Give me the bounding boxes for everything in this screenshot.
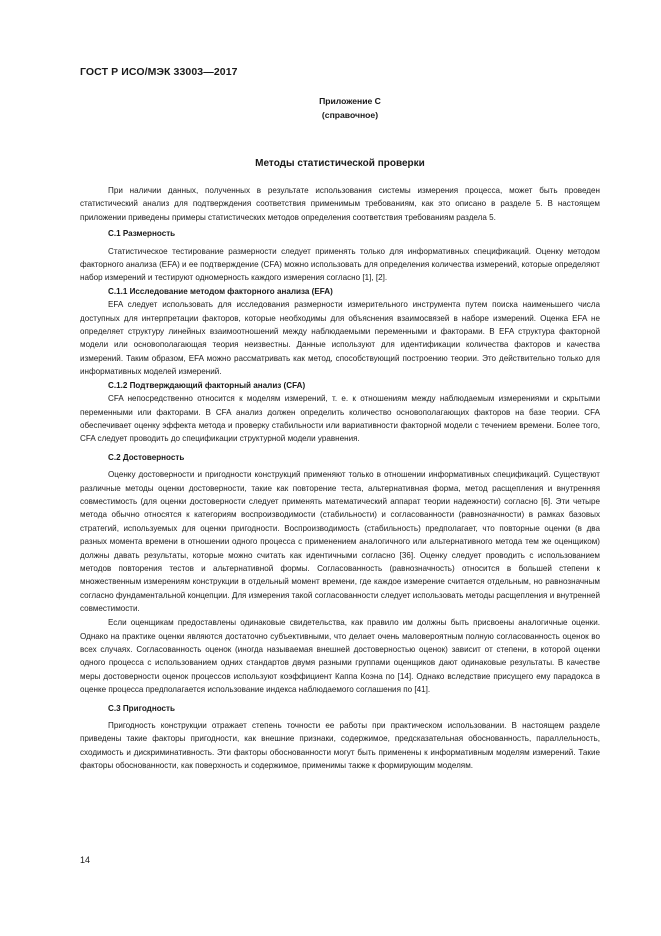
section-c3-paragraph: Пригодность конструкции отражает степень точности ее работы при практическом использовании. В настоящем разделе приведены такие факторы пригодности, как внешние признаки, содержимое, предсказательная обоснованность, параллельность, сходимость и дискриминативность. Эти факторы обоснованности могут быть применены к информативным моделям измерений. Такие факторы обоснованности, как поверхность и содержимое, применимы также к формирующим моделям. <box>80 720 600 771</box>
appendix-title: Приложение С <box>319 96 381 106</box>
appendix-type: (справочное) <box>321 110 379 120</box>
section-c12-paragraph: CFA непосредственно относится к моделям измерений, т. е. к отношениям между наблюдаемым измерениями и скрытыми переменными или факторами. В CFA анализ должен определить количество основополагающих факторов на базе теории. CFA обеспечивает оценку эффекта метода и проверку стабильности или вариативности факторной модели с течением времени. Более того, CFA следует проводить до спецификации структурной модели уравнения. <box>80 394 600 444</box>
section-c3-heading: С.3 Пригодность <box>108 703 175 713</box>
standard-header: ГОСТ Р ИСО/МЭК 33003—2017 <box>80 66 238 78</box>
section-c11-heading: С.1.1 Исследование методом факторного анализа (EFA) <box>108 286 333 296</box>
section-c1-paragraph: Статистическое тестирование размерности следует применять только для информативных спецификаций. Оценку методом факторного анализа (EFA) и ее подтверждение (CFA) можно использовать для определения количества измерений, которые определяют набор измерений и тестируют одномерность каждого измерения согласно [1], [2]. <box>80 246 600 283</box>
document-body <box>80 184 600 773</box>
section-c2-paragraph-2: Если оценщикам предоставлены одинаковые свидетельства, как правило им должны быть присвоены аналогичные оценки. Однако на практике оценки являются достаточно субъективными, что делает очень маловероятным полную согласованность оценок во всех случаях. Согласованность оценок (иногда называемая внешней достоверностью оценок) зависит от степени, в которой оценки одного процесса с использованием одних стандартов двумя разными группами оценщиков дают одинаковые результаты. В качестве меры достоверности оценок процессов используют коэффициент Каппа Коэна по [14]. Однако вследствие присущего ему парадокса в оценке процесса предполагается использование индекса наблюдаемого соглашения по [41]. <box>80 618 600 695</box>
intro-paragraph: При наличии данных, полученных в результате использования системы измерения процесса, может быть проведен статистический анализ для подтверждения соответствия применимым требованиям, как это описано в разделе 5. В настоящем приложении приведены примеры статистических методов определения соответствия требованиям раздела 5. <box>80 186 600 222</box>
section-c12-heading: С.1.2 Подтверждающий факторный анализ (CFA) <box>108 380 306 390</box>
page-title: Методы статистической проверки <box>255 158 425 169</box>
appendix-label <box>270 94 430 122</box>
section-c2-paragraph-1: Оценку достоверности и пригодности конструкций применяют только в отношении информативных спецификаций. Существуют различные методы оценки достоверности, такие как повторение теста, альтернативная форма, метод расщепления и внутренняя совместимость (для оценки достоверности следует применять математический аппарат теории надежности) согласно [6]. Эти четыре метода обычно относятся к категориям воспроизводимости (стабильности) и согласованности (равнозначности) в рамках базовых стратегий, используемых для оценки пригодности. Воспроизводимость (стабильность) предполагает, что повторные оценки (в два разных момента времени в отношении одного процесса с применением аналогичного или альтернативного метода тем же оценщиком) должны давать результаты, которые можно считать как идентичными согласно [36]. Оценку следует проводить с использованием методов повторения тестов и альтернативной формы. Согласованность (равнозначность) относится в большей степени к множественным измерениям конструкции в отдельный момент времени, где каждое измерение считается отдельным, но равнозначным согласно фундаментальной концепции. Для измерения такой согласованности следует использовать методы расщепления и внутренней совместимости. <box>80 470 600 614</box>
section-c11-paragraph: EFA следует использовать для исследования размерности измерительного инструмента путем поиска наименьшего числа доступных для интерпретации факторов, которые необходимы для объяснения взаимосвязей в наборе измерений. Оценка EFA не определяет структуру линейных взаимоотношений между наблюдаемыми переменными и факторами. В EFA структура факторной модели или основополагающая теория неизвестны. Данные используют для идентификации количества факторов и качества измерений. Таким образом, EFA можно рассматривать как метод, способствующий построению теории. Это действительно только для информативных моделей измерений. <box>80 300 600 377</box>
section-c2-heading: С.2 Достоверность <box>108 452 185 462</box>
page-number: 14 <box>80 855 91 865</box>
section-c1-heading: С.1 Размерность <box>108 229 176 239</box>
